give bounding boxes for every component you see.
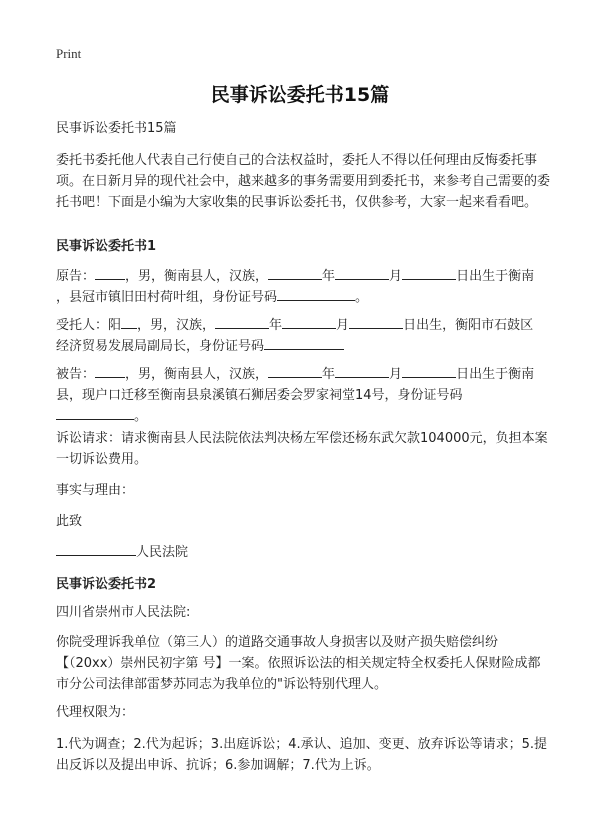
subtitle: 民事诉讼委托书15篇 bbox=[56, 121, 177, 136]
defendant-text-7: 。 bbox=[134, 409, 148, 424]
court-text: 人民法院 bbox=[136, 545, 189, 560]
defendant-text-4: 月 bbox=[389, 367, 403, 382]
plaintiff-text-6: ，县冠市镇旧田村荷叶组，身份证号码 bbox=[56, 290, 278, 305]
claim-paragraph: 诉讼请求：请求衡南县人民法院依法判决杨左军偿还杨东武欠款104000元，负担本案一切诉讼费用。 bbox=[56, 431, 548, 467]
plaintiff-paragraph bbox=[56, 266, 552, 308]
agent-text-4: 月 bbox=[336, 318, 350, 333]
blank-line bbox=[56, 407, 134, 420]
blank-line bbox=[95, 365, 125, 378]
blank-line bbox=[277, 288, 355, 301]
defendant-text-6: 县，现户口迁移至衡南县泉溪镇石狮居委会罗家祠堂14号，身份证号码 bbox=[56, 388, 463, 403]
print-link[interactable]: Print bbox=[56, 46, 82, 61]
blank-line bbox=[402, 365, 456, 378]
blank-line bbox=[121, 316, 137, 329]
blank-line bbox=[215, 316, 269, 329]
agent-paragraph bbox=[56, 315, 552, 357]
blank-line bbox=[56, 543, 136, 556]
blank-line bbox=[95, 267, 125, 280]
blank-line bbox=[402, 267, 456, 280]
facts-line: 事实与理由： bbox=[56, 483, 135, 498]
agent-text-1: 受托人：阳 bbox=[56, 318, 122, 333]
agent-text-2: ，男，汉族， bbox=[137, 318, 216, 333]
blank-line bbox=[335, 365, 389, 378]
section1-heading: 民事诉讼委托书1 bbox=[56, 239, 157, 254]
plaintiff-text-7: 。 bbox=[355, 290, 369, 305]
blank-line bbox=[268, 267, 322, 280]
limits-title: 代理权限为： bbox=[56, 705, 135, 720]
agent-text-3: 年 bbox=[269, 318, 283, 333]
blank-line bbox=[335, 267, 389, 280]
plaintiff-text-5: 日出生于衡南 bbox=[456, 269, 535, 284]
plaintiff-text-1: 原告： bbox=[56, 269, 96, 284]
blank-line bbox=[264, 337, 344, 350]
defendant-text-2: ，男，衡南县人，汉族， bbox=[125, 367, 269, 382]
section2-body: 你院受理诉我单位（第三人）的道路交通事故人身损害以及财产损失赔偿纠纷【（20xx）崇州民初字第 号】一案。依照诉讼法的相关规定特全权委托人保财险成都市分公司法律部雷梦苏同志为我单位的"诉讼特别代理人。 bbox=[56, 635, 541, 692]
court-line bbox=[56, 542, 552, 563]
defendant-text-1: 被告： bbox=[56, 367, 96, 382]
defendant-text-3: 年 bbox=[322, 367, 336, 382]
blank-line bbox=[268, 365, 322, 378]
agent-text-6: 经济贸易发展局副局长，身份证号码 bbox=[56, 339, 265, 354]
plaintiff-text-3: 年 bbox=[322, 269, 336, 284]
blank-line bbox=[349, 316, 403, 329]
document-title: 民事诉讼委托书15篇 bbox=[210, 84, 390, 106]
section2-heading: 民事诉讼委托书2 bbox=[56, 577, 157, 592]
limits-list: 1.代为调查；2.代为起诉；3.出庭诉讼；4.承认、追加、变更、放弃诉讼等请求；5.提出反诉以及提出申诉、抗诉；6.参加调解；7.代为上诉。 bbox=[56, 737, 548, 773]
intro-paragraph: 委托书委托他人代表自己行使自己的合法权益时，委托人不得以任何理由反悔委托事项。在日新月异的现代社会中，越来越多的事务需要用到委托书，来参考自己需要的委托书吧！下面是小编为大家收集的民事诉讼委托书，仅供参考，大家一起来看看吧。 bbox=[56, 153, 551, 210]
agent-text-5: 日出生，衡阳市石鼓区 bbox=[403, 318, 534, 333]
blank-line bbox=[282, 316, 336, 329]
plaintiff-text-2: ，男，衡南县人，汉族， bbox=[125, 269, 269, 284]
plaintiff-text-4: 月 bbox=[389, 269, 403, 284]
defendant-text-5: 日出生于衡南 bbox=[456, 367, 535, 382]
addressee-line: 四川省崇州市人民法院: bbox=[56, 605, 191, 620]
defendant-paragraph bbox=[56, 364, 552, 427]
closing-to: 此致 bbox=[56, 514, 83, 529]
